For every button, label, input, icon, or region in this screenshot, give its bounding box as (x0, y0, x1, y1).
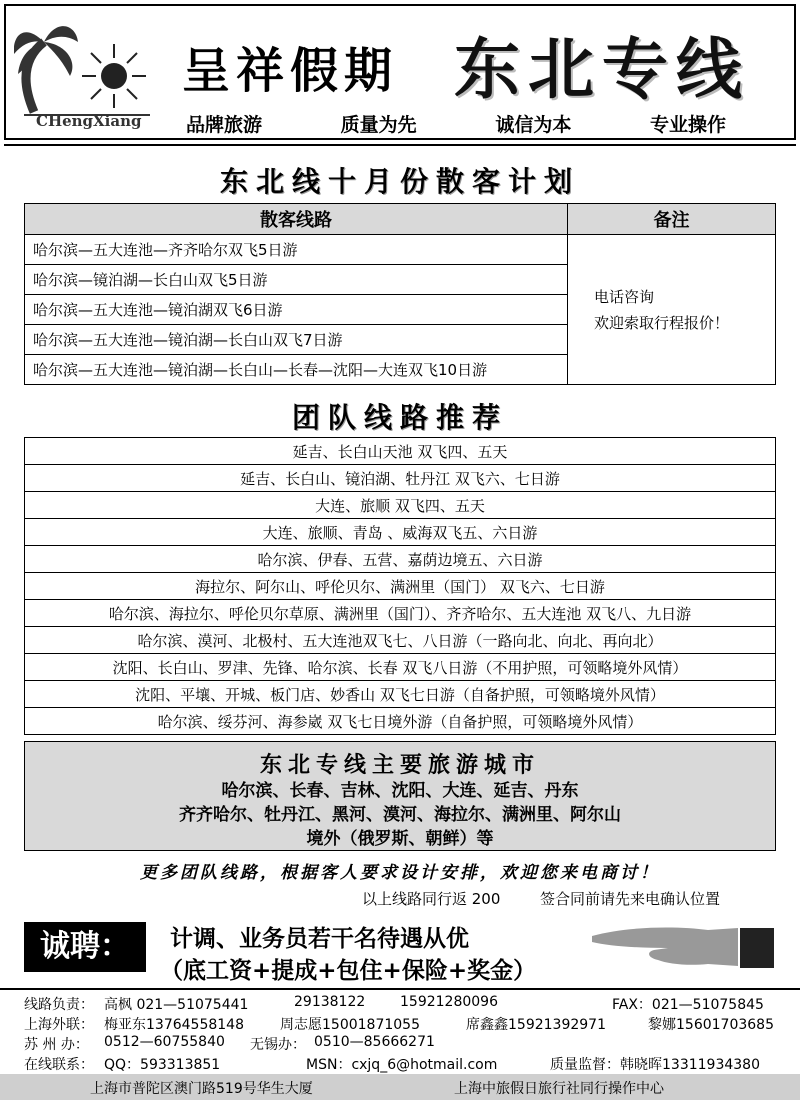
scatter-route: 哈尔滨—五大连池—镜泊湖双飞6日游 (25, 295, 568, 325)
group-route: 大连、旅顺、青岛 、威海双飞五、六日游 (25, 519, 776, 546)
scatter-route: 哈尔滨—五大连池—镜泊湖—长白山—长春—沈阳—大连双飞10日游 (25, 355, 568, 385)
contact-row (24, 994, 784, 1014)
contact-value: 0510—85666271 (314, 1034, 435, 1050)
group-route: 沈阳、长白山、罗津、先锋、哈尔滨、长春 双飞八日游（不用护照，可领略境外风情） (25, 654, 776, 681)
rebate-text: 以上线路同行返 200 (362, 890, 501, 908)
col-note-header: 备注 (568, 204, 776, 235)
quality-supervisor: 质量监督：韩晓晖13311934380 (550, 1057, 760, 1073)
msn: MSN：cxjq_6@hotmail.com (306, 1057, 498, 1073)
slogan: 品牌旅游 (186, 114, 263, 136)
group-route-table (24, 437, 776, 735)
pointing-hand-icon (588, 920, 778, 974)
group-route: 哈尔滨、海拉尔、呼伦贝尔草原、满洲里（国门）、齐齐哈尔、五大连池 双飞八、九日游 (25, 600, 776, 627)
recruit-benefits: （底工资+提成+包住+保险+奖金） (160, 958, 537, 984)
recruit-positions: 计调、业务员若干名待遇从优 (170, 926, 469, 952)
confirm-text: 签合同前请先来电确认位置 (540, 890, 721, 908)
group-route: 哈尔滨、伊春、五营、嘉荫边境五、六日游 (25, 546, 776, 573)
scatter-route: 哈尔滨—镜泊湖—长白山双飞5日游 (25, 265, 568, 295)
contact-row (24, 1054, 784, 1074)
group-route: 延吉、长白山、镜泊湖、牡丹江 双飞六、七日游 (25, 465, 776, 492)
note-cell (568, 235, 776, 385)
footer (0, 1074, 800, 1100)
scatter-plan-title: 东北线十月份散客计划 (219, 165, 580, 198)
contact-value: 29138122 (294, 994, 366, 1010)
qq: QQ：593313851 (104, 1057, 221, 1073)
group-route: 哈尔滨、绥芬河、海参崴 双飞七日境外游（自备护照，可领略境外风情） (25, 708, 776, 735)
group-route: 海拉尔、阿尔山、呼伦贝尔、满洲里（国门） 双飞六、七日游 (25, 573, 776, 600)
contact-value: 15921280096 (400, 994, 498, 1010)
brand-name: 呈祥假期 (182, 43, 399, 99)
col-route-header: 散客线路 (25, 204, 568, 235)
contact-value: 周志愿15001871055 (280, 1017, 420, 1033)
contact-value: 梅亚东13764558148 (104, 1017, 244, 1033)
contact-row (24, 1034, 784, 1054)
note-line: 欢迎索取行程报价！ (594, 313, 730, 332)
contact-label: 无锡办： (250, 1037, 306, 1053)
contacts (0, 988, 800, 1076)
cities-line: 哈尔滨、长春、吉林、沈阳、大连、延吉、丹东 (221, 781, 579, 801)
contact-label: 在线联系： (24, 1057, 94, 1073)
cities-title: 东北专线主要旅游城市 (259, 753, 540, 778)
cities-line: 齐齐哈尔、牡丹江、黑河、漠河、海拉尔、满洲里、阿尔山 (179, 805, 621, 825)
scatter-route: 哈尔滨—五大连池—齐齐哈尔双飞5日游 (25, 235, 568, 265)
slogan: 诚信为本 (495, 114, 572, 136)
logo-text: CHengXiang (36, 112, 142, 130)
palm-sun-icon (14, 14, 154, 124)
scatter-route-table (24, 203, 776, 385)
contact-value: 0512—60755840 (104, 1034, 225, 1050)
slogans (186, 110, 726, 137)
scatter-route: 哈尔滨—五大连池—镜泊湖—长白山双飞7日游 (25, 325, 568, 355)
footer-center: 上海中旅假日旅行社同行操作中心 (454, 1081, 664, 1097)
group-route-title: 团队线路推荐 (291, 401, 508, 434)
contact-value: 席鑫鑫15921392971 (466, 1017, 606, 1033)
divider (4, 144, 796, 146)
group-route: 大连、旅顺 双飞四、五天 (25, 492, 776, 519)
group-route: 延吉、长白山天池 双飞四、五天 (25, 438, 776, 465)
fax: FAX：021—51075845 (612, 997, 764, 1013)
group-route: 哈尔滨、漠河、北极村、五大连池双飞七、八日游（一路向北、向北、再向北） (25, 627, 776, 654)
group-route: 沈阳、平壤、开城、板门店、妙香山 双飞七日游（自备护照，可领略境外风情） (25, 681, 776, 708)
contact-row (24, 1014, 784, 1034)
contact-value: 黎娜15601703685 (648, 1017, 774, 1033)
contact-label: 线路负责： (24, 997, 94, 1013)
contact-label: 上海外联： (24, 1017, 94, 1033)
main-cities-box (24, 741, 776, 851)
cities-line: 境外（俄罗斯、朝鲜）等 (306, 829, 494, 849)
special-line-title: 东北专线 (454, 31, 750, 108)
footer-address: 上海市普陀区澳门路519号华生大厦 (90, 1081, 313, 1097)
slogan: 专业操作 (649, 114, 726, 136)
more-routes-text: 更多团队线路，根据客人要求设计安排，欢迎您来电商讨！ (140, 863, 660, 883)
slogan: 质量为先 (340, 114, 417, 136)
contact-value: 高枫 021—51075441 (104, 997, 249, 1013)
header (4, 4, 796, 140)
contact-label: 苏 州 办： (24, 1037, 89, 1053)
recruit-label: 诚聘： (24, 922, 146, 972)
note-line: 电话咨询 (594, 287, 655, 306)
